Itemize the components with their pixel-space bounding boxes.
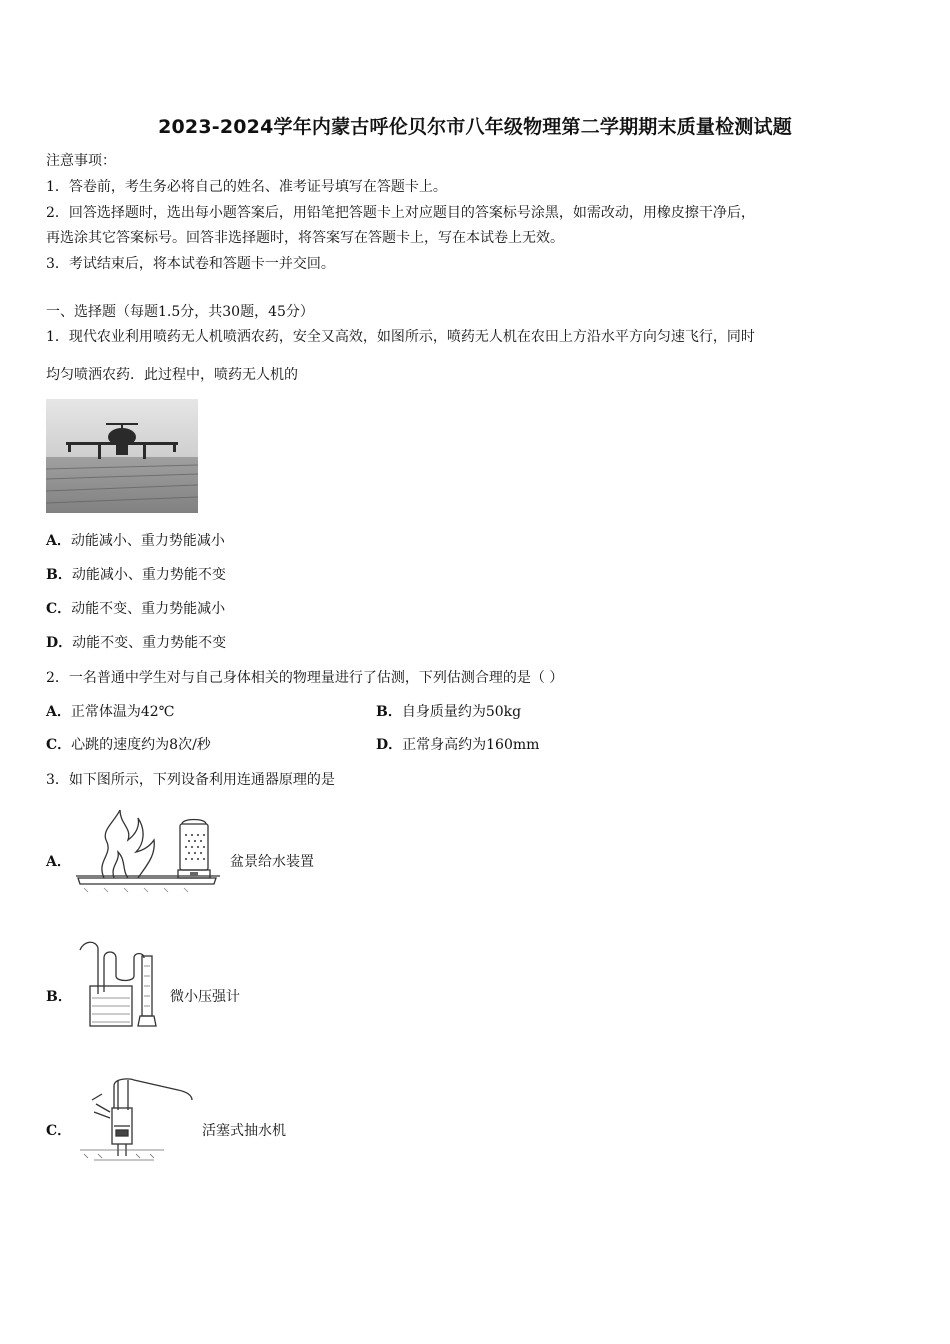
q2-option-b[interactable]: [376, 703, 521, 721]
q3-option-a[interactable]: [46, 853, 71, 871]
q2-option-d-text: 正常身高约为160mm: [402, 737, 540, 753]
q1-option-a-letter: A．: [46, 533, 71, 549]
page-title: 2023-2024学年内蒙古呼伦贝尔市八年级物理第二学期期末质量检测试题: [158, 116, 792, 138]
q1-option-c[interactable]: [46, 600, 225, 618]
piston-pump-figure: [74, 1070, 200, 1166]
q1-option-a-text: 动能减小、重力势能减小: [70, 533, 225, 549]
notice-item-2-cont: 再选涂其它答案标号。回答非选择题时，将答案写在答题卡上，写在本试卷上无效。: [46, 230, 564, 246]
q2-option-a-text: 正常体温为42℃: [70, 704, 175, 720]
q2-option-d[interactable]: [376, 736, 539, 754]
drone-photo: [46, 399, 198, 513]
q2-option-b-text: 自身质量约为50kg: [401, 704, 522, 720]
q3-option-b-label: 微小压强计: [170, 989, 240, 1005]
q1-option-c-letter: C．: [46, 601, 72, 617]
q1-option-d[interactable]: [46, 634, 226, 652]
q1-option-b[interactable]: [46, 566, 226, 584]
q1-option-b-text: 动能减小、重力势能不变: [71, 567, 226, 583]
q2-option-a-letter: A．: [46, 704, 71, 720]
q2-option-c-letter: C．: [46, 737, 72, 753]
notice-item-2: 2．回答选择题时，选出每小题答案后，用铅笔把答题卡上对应题目的答案标号涂黑，如需改动，用橡皮擦干净后，: [46, 205, 755, 221]
q3-option-a-label: 盆景给水装置: [230, 854, 314, 870]
q3-option-b[interactable]: [46, 988, 72, 1006]
q2-option-c-text: 心跳的速度约为8次/秒: [71, 737, 211, 753]
q3-option-c[interactable]: [46, 1122, 71, 1140]
notice-item-1: 1．答卷前，考生务必将自己的姓名、准考证号填写在答题卡上。: [46, 179, 447, 195]
q1-option-b-letter: B．: [46, 567, 72, 583]
q3-option-c-letter: C．: [46, 1123, 72, 1139]
q1-option-a[interactable]: [46, 532, 225, 550]
bonsai-water-device-figure: [74, 800, 224, 896]
micro-pressure-gauge-figure: [74, 936, 166, 1032]
q3-option-b-letter: B．: [46, 989, 72, 1005]
question-1-stem: 1．现代农业利用喷药无人机喷洒农药，安全又高效，如图所示，喷药无人机在农田上方沿水平方向匀速飞行，同时: [46, 329, 755, 345]
q2-option-d-letter: D．: [376, 737, 403, 753]
question-3-stem: 3．如下图所示，下列设备利用连通器原理的是: [46, 772, 335, 788]
notice-heading: 注意事项：: [46, 153, 116, 169]
q3-option-a-letter: A．: [46, 854, 71, 870]
notice-item-3: 3．考试结束后，将本试卷和答题卡一并交回。: [46, 256, 335, 272]
section-heading: 一、选择题（每题1.5分，共30题，45分）: [46, 304, 314, 320]
question-1-stem-cont: 均匀喷洒农药．此过程中，喷药无人机的: [46, 367, 298, 383]
q2-option-c[interactable]: [46, 736, 211, 754]
q1-option-d-letter: D．: [46, 635, 73, 651]
question-2-stem: 2．一名普通中学生对与自己身体相关的物理量进行了估测，下列估测合理的是（ ）: [46, 670, 564, 686]
q2-option-b-letter: B．: [376, 704, 402, 720]
q2-option-a[interactable]: [46, 703, 174, 721]
q1-option-c-text: 动能不变、重力势能减小: [71, 601, 226, 617]
q1-option-d-text: 动能不变、重力势能不变: [72, 635, 227, 651]
q3-option-c-label: 活塞式抽水机: [202, 1123, 286, 1139]
